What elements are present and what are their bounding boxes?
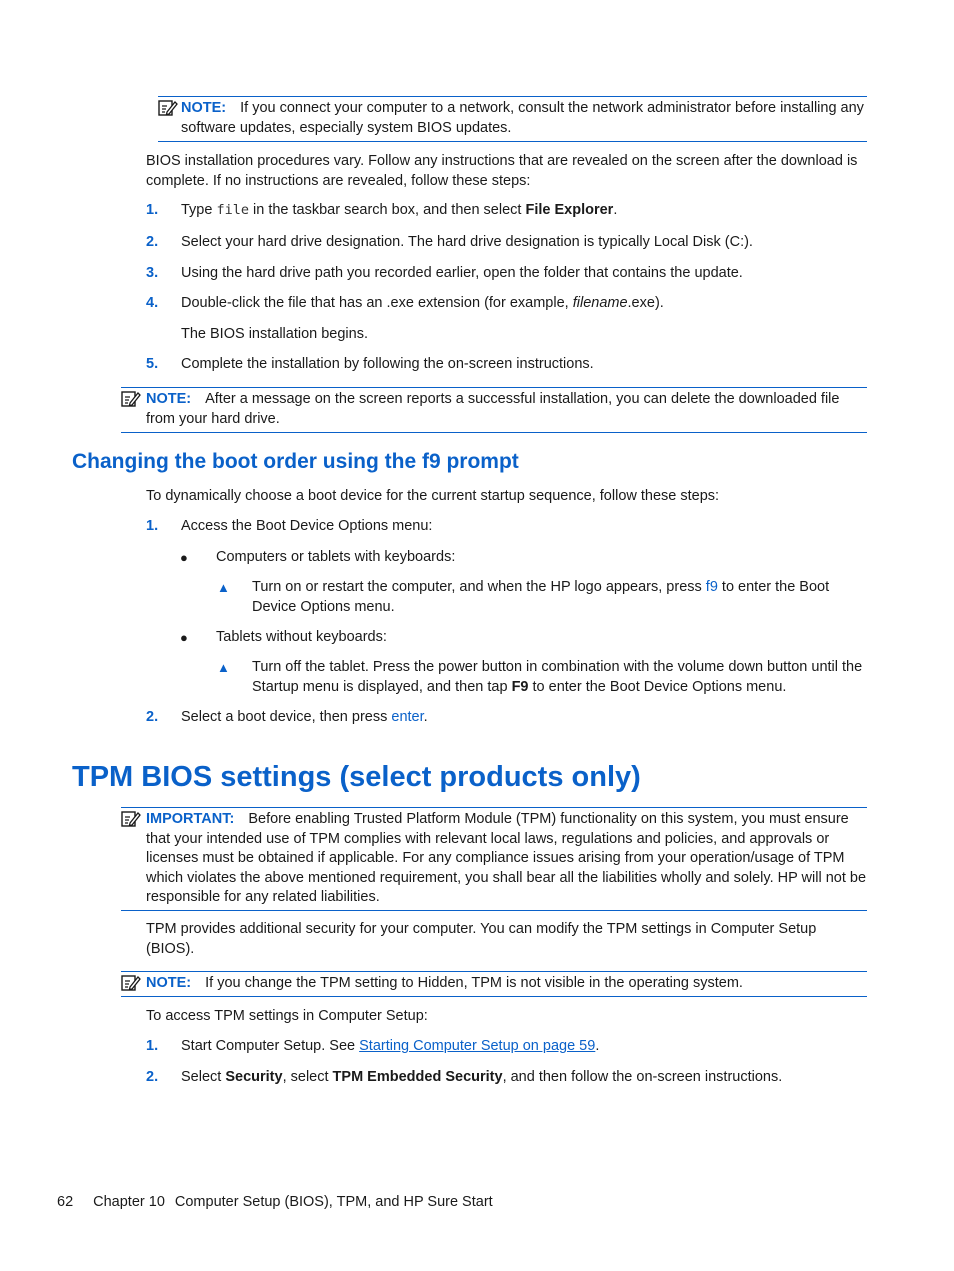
note-pencil-icon [121, 390, 141, 408]
step-text: Using the hard drive path you recorded earlier, open the folder that contains the update. [181, 265, 743, 281]
bullet-icon: ● [180, 550, 188, 565]
section-intro: To dynamically choose a boot device for the current startup sequence, follow these steps: [146, 488, 720, 504]
file-explorer-label: File Explorer [525, 202, 614, 218]
important-box [121, 807, 867, 911]
step-number: 3. [146, 265, 159, 281]
key-enter: enter [391, 709, 424, 725]
step-text: Select your hard drive designation. The hard drive designation is typically Local Disk (C:). [181, 234, 753, 250]
tpm-paragraph: TPM provides additional security for your computer. You can modify the TPM settings in Computer Setup (BIOS). [146, 921, 817, 957]
step-number: 2. [146, 709, 159, 725]
page-number: 62 [57, 1194, 74, 1210]
page-footer [57, 1193, 503, 1213]
starting-computer-setup-link[interactable]: Starting Computer Setup on page 59 [359, 1038, 596, 1054]
step-text: Select a boot device, then press enter. [181, 709, 428, 725]
note-label: NOTE: [181, 100, 227, 116]
key-F9: F9 [511, 678, 529, 695]
chapter-title: Computer Setup (BIOS), TPM, and HP Sure Start [174, 1194, 493, 1210]
important-text: Before enabling Trusted Platform Module (TPM) functionality on this system, you must ensure that your intended use of TPM complies with relevant local laws, regulations and policies, and approvals or licenses must be obtained if applicable. For any compliance issues arising from your operation/usage of TPM which violates the above mentioned requirement, you shall bear all the liabilities wholly and solely. HP will not be responsible for any related liabilities. [146, 811, 867, 905]
step-text: Type file in the taskbar search box, and then select File Explorer. [181, 202, 618, 218]
note-box [158, 96, 867, 142]
intro-paragraph: BIOS installation procedures vary. Follow any instructions that are revealed on the screen after the download is complete. If no instructions are revealed, follow these steps: [146, 153, 858, 189]
chapter-label: Chapter 10 [93, 1194, 165, 1210]
section-heading-boot-order: Changing the boot order using the f9 prompt [72, 450, 519, 473]
note-text: If you connect your computer to a network, consult the network administrator before installing any software updates, especially system BIOS updates. [181, 100, 864, 136]
step-number: 1. [146, 202, 159, 218]
triangle-bullet-icon: ▲ [217, 580, 230, 595]
bullet-icon: ● [180, 630, 188, 645]
step-text: Access the Boot Device Options menu: [181, 518, 433, 534]
action-text: Turn on or restart the computer, and when the HP logo appears, press f9 to enter the Boot Device Options menu. [252, 579, 830, 615]
note-text: After a message on the screen reports a successful installation, you can delete the downloaded file from your hard drive. [146, 391, 840, 427]
key-f9: f9 [705, 579, 718, 595]
step-number: 2. [146, 234, 159, 250]
important-pencil-icon [121, 810, 141, 828]
code-file: file [216, 202, 249, 218]
note-box [121, 971, 867, 997]
note-box [121, 387, 867, 433]
note-pencil-icon [121, 974, 141, 992]
step-number: 1. [146, 518, 159, 534]
triangle-bullet-icon: ▲ [217, 660, 230, 675]
note-label: NOTE: [146, 391, 192, 407]
note-pencil-icon [158, 99, 178, 117]
note-label: NOTE: [146, 975, 192, 991]
step-text: Double-click the file that has an .exe extension (for example, filename.exe). [181, 295, 664, 311]
section-heading-tpm: TPM BIOS settings (select products only) [72, 761, 641, 793]
bullet-text: Computers or tablets with keyboards: [216, 549, 456, 565]
step-number: 1. [146, 1038, 159, 1054]
step-number: 4. [146, 295, 159, 311]
action-text: Turn off the tablet. Press the power button in combination with the volume down button until the Startup menu is displayed, and then tap F9 to enter the Boot Device Options menu. [252, 659, 863, 695]
step-text: Complete the installation by following the on-screen instructions. [181, 356, 594, 372]
important-label: IMPORTANT: [146, 811, 235, 827]
step-number: 2. [146, 1069, 159, 1085]
note-text: If you change the TPM setting to Hidden, TPM is not visible in the operating system. [205, 975, 743, 991]
step-text: Start Computer Setup. See Starting Computer Setup on page 59. [181, 1038, 600, 1054]
step-text: Select Security, select TPM Embedded Security, and then follow the on-screen instructions. [181, 1069, 783, 1085]
step-number: 5. [146, 356, 159, 372]
access-paragraph: To access TPM settings in Computer Setup: [146, 1008, 428, 1024]
bullet-text: Tablets without keyboards: [216, 629, 387, 645]
step-subtext: The BIOS installation begins. [181, 326, 368, 342]
